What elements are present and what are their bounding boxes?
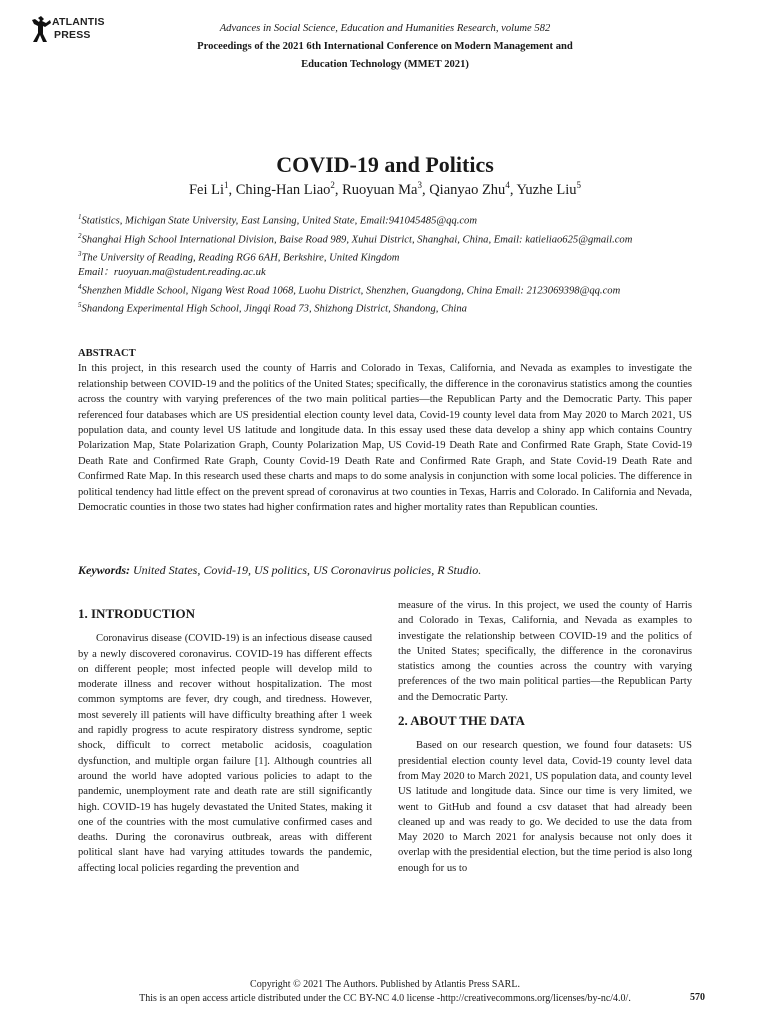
author-name: Yuzhe Liu <box>516 181 577 198</box>
affiliation: $^2$Shanghai High School International Division, Baise Road 989, Xuhui District, Shanghai, China, Email: katieliao625@gmail.com <box>78 231 633 246</box>
author-list: Fei Li$^1$, Ching-Han Liao$^2$, Ruoyuan Ma$^3$, Qianyao Zhu$^4$, Yuzhe Liu$^5$ <box>188 180 582 198</box>
author-name: Qianyao Zhu <box>429 181 506 198</box>
introduction-continuation: measure of the virus. In this project, we used the county of Harris and Colorado in Texas, California, and Nevada as examples to investigate the relationship between COVID-19 and the politics of the United States; specifically, the difference in the coronavirus statistics among the counties across the country with varying preferences of the two main political parties—the Republican Party and the Democratic Party. <box>398 600 692 703</box>
affiliations <box>78 210 698 317</box>
proceedings-line-2: Education Technology (MMET 2021) <box>301 59 469 70</box>
author-sup: 1 <box>224 180 229 190</box>
author-name: Ching-Han Liao <box>235 181 331 198</box>
right-column <box>398 600 692 876</box>
abstract-text: In this project, in this research used the county of Harris and Colorado in Texas, California, and Nevada as examples to investigate the relationship between COVID-19 and the politics of the United States; specifically, the difference in the coronavirus statistics among the counties across the country with varying preferences of the two main political parties—the Republican Party and the Democratic Party. This paper referenced four databases which are US presidential election county level data, Covid-19 county level data from May 2020 to March 2021, US population data, and county level US latitude and longitude data. In this essay used these data develop a shiny app which contains Country Polarization Map, State Polarization Graph, County Polarization Map, US Covid-19 Death Rate and Confirmed Rate Graph, State Covid-19 Death Rate and Confirmed Rate Graph, County Covid-19 Death Rate and Confirmed Rate Graph, and State Covid-19 Death Rate and Confirmed Rate Map. In this research used these charts and maps to do some analysis in conjunction with some local policies. The difference in political tendency had little effect on the prevent spread of coronavirus at two counties in Texas, Harris and Colorado. In California and Nevada, Democratic counties in those two states had higher confirmation rates and higher mortality rates than Republican counties. <box>78 363 692 514</box>
author-sup: 5 <box>576 180 582 190</box>
author-sup: 3 <box>417 180 422 190</box>
abstract-heading: ABSTRACT <box>78 348 136 359</box>
license-line: This is an open access article distributed under the CC BY-NC 4.0 license -http://creativecommons.org/licenses/by-nc/4.0/. <box>139 993 631 1004</box>
proceedings-line-1: Proceedings of the 2021 6th International Conference on Modern Management and <box>197 41 573 52</box>
author-name: Fei Li <box>188 181 224 198</box>
keywords-label: Keywords: <box>78 563 130 577</box>
author-sup: 2 <box>330 180 335 190</box>
left-column <box>78 606 372 876</box>
introduction-text: Coronavirus disease (COVID-19) is an infectious disease caused by a newly discovered coronavirus. COVID-19 has different effects on different people; most infected people will develop mild to moderate illness and recover without hospitalization. The most common symptoms are fever, dry cough, and tiredness. However, most severely ill patients will have difficulty breathing after 1 week and rapidly progress to acute respiratory distress syndrome, septic shock, difficult to correct metabolic acidosis, coagulation dysfunction, and multiple organ failure [1]. Although countries all around the world have adopted various policies to adapt to the pandemic, unemployment rate and death rate are still significantly high. COVID-19 has hugely devastated the United States, making it one of the countries with the most cumulative confirmed cases and deaths. During the coronavirus outbreak, areas with different political slant have had varying attitudes towards the pandemic, affecting local policies regarding the prevention and <box>78 633 372 874</box>
page-number: 570 <box>690 992 705 1003</box>
affiliation: $^5$Shandong Experimental High School, Jingqi Road 73, Shizhong District, Shandong, China <box>78 301 467 315</box>
proceedings-line <box>120 38 650 74</box>
atlantis-figure-icon <box>30 14 52 44</box>
affiliation: $^1$Statistics, Michigan State University, East Lansing, United State, Email:941045485@qq.com <box>78 213 478 227</box>
keywords-text: United States, Covid-19, US politics, US Coronavirus policies, R Studio. <box>133 563 482 577</box>
logo-text-line1: ATLANTIS <box>52 16 105 28</box>
section-heading-introduction: 1. INTRODUCTION <box>78 606 196 621</box>
affiliation: Email：ruoyuan.ma@student.reading.ac.uk <box>78 266 266 278</box>
author-name: Ruoyuan Ma <box>342 181 418 198</box>
data-section-text: Based on our research question, we found four datasets: US presidential election county level data, Covid-19 county level data from May 2020 to March 2021, US population data, and county level US latitude and longitude data. Since our time is very limited, we went to GitHub and found a csv dataset that had already been cleaned up and was ready to go. We decided to use the data from May 2020 to March 2021 for analysis because not only does it overlap with the presidential election, but the time period is also long enough for us to <box>398 740 692 874</box>
abstract <box>78 346 692 515</box>
paper-title: COVID-19 and Politics <box>276 152 494 177</box>
copyright-line: Copyright © 2021 The Authors. Published by Atlantis Press SARL. <box>250 979 520 990</box>
publisher-logo <box>30 14 105 44</box>
section-heading-data: 2. ABOUT THE DATA <box>398 713 525 729</box>
affiliation: $^4$Shenzhen Middle School, Nigang West Road 1068, Luohu District, Shenzhen, Guangdong, China Email: 2123069398@qq.com <box>78 282 621 297</box>
volume-line: Advances in Social Science, Education and Humanities Research, volume 582 <box>219 23 551 34</box>
logo-text-line2: PRESS <box>54 29 91 41</box>
page-footer <box>0 978 770 1006</box>
keywords <box>78 563 692 578</box>
author-sup: 4 <box>505 180 510 190</box>
affiliation: $^3$The University of Reading, Reading RG6 6AH, Berkshire, United Kingdom <box>78 250 400 264</box>
